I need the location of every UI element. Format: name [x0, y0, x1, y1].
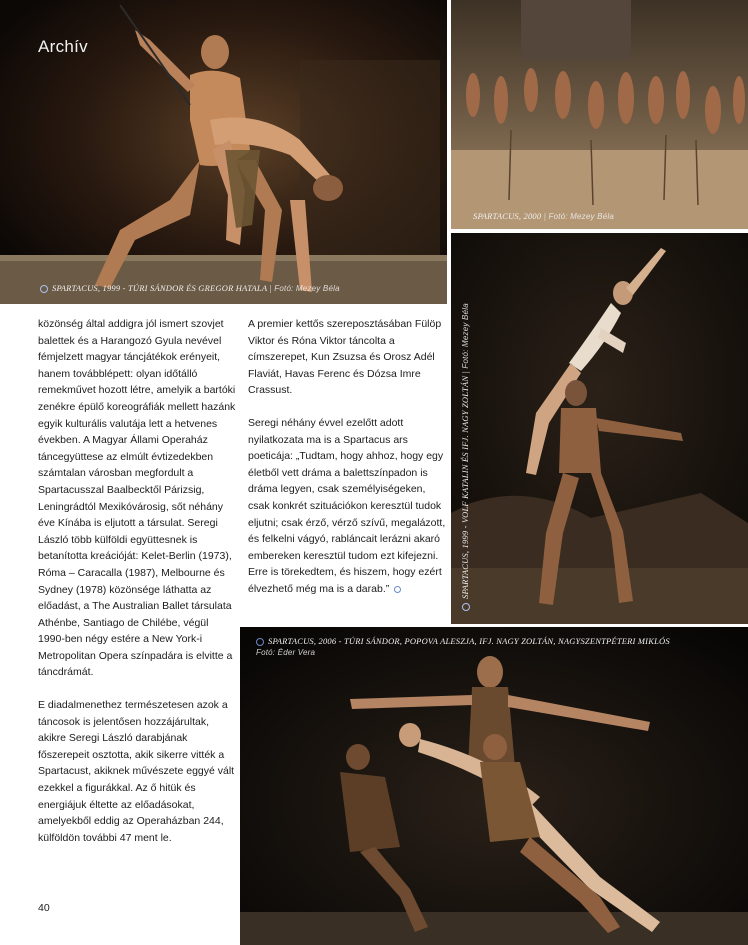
caption-bullet-icon [40, 285, 48, 293]
photo-2-image [451, 0, 748, 229]
photo-3-caption-title: SPARTACUS, 1999 - VOLF KATALIN ÉS IFJ. NAGY ZOLTÁN [460, 375, 470, 599]
caption-bullet-icon [256, 638, 264, 646]
photo-2-caption-credit: Fotó: Mezey Béla [548, 212, 614, 221]
photo-4-caption [256, 636, 726, 658]
caption-bullet-icon [462, 603, 470, 611]
section-label: Archív [38, 37, 88, 56]
photo-4-caption-credit: Fotó: Éder Vera [256, 648, 316, 657]
photo-2-caption: SPARTACUS, 2000 | Fotó: Mezey Béla [473, 211, 614, 221]
photo-3-image [451, 233, 748, 624]
article-col2-paragraph [248, 415, 448, 598]
article-col2-quote: Seregi néhány évvel ezelőtt adott nyilatkozata ma is a Spartacus ars poeticája: „Tudtam, hogy ahhoz, hogy egy életből vett dráma a balettszínpadon is dráma legyen, csak személyiségeken, csak konkrét szituációkon keresztül tudok eljutni; csak érző, vérző szívű, megalázott, és felkelni vágyó, rabláncait lerázni akaró embereken keresztül tudom ezt kifejezni. Erre is törekedtem, és hiszem, hogy ezért élvezhető még ma is a darab.” [248, 416, 446, 595]
article-col1-paragraph: E diadalmenethez természetesen azok a táncosok is jelentősen hozzájárultak, akikre Seregi László darabjának főszerepeit osztotta, akik sikerre vitték a Spartacust, akiknek művészete eggyé vált ezekkel a figurákkal. Az ő hitük és energiájuk éltette az előadásokat, amelyekből eddig az Operaházban 244, külföldön további 47 ment le. [38, 699, 235, 844]
photo-3-caption: SPARTACUS, 1999 - VOLF KATALIN ÉS IFJ. NAGY ZOLTÁN | Fotó: Mezey Béla [460, 303, 470, 611]
photo-1-caption-credit: Fotó: Mezey Béla [274, 284, 340, 293]
article-col2-paragraph: A premier kettős szereposztásában Fülöp Viktor és Róna Viktor táncolta a címszerepet, Kun Zsuzsa és Orosz Adél Flaviát, Havas Ferenc és Dózsa Imre Crassust. [248, 318, 442, 397]
article-col1-paragraph: közönség által addigra jól ismert szovjet balettek és a Harangozó Gyula nevével fémjelzett magyar táncjátékok erényeit, hanem továbblépett: olyan időtálló remekművet hozott létre, amelyik a bartóki zenékre épülő koreográfiák mellett hazánk egyik kulturális valutája lett a hetvenes években. A Magyar Állami Operaház táncegyüttese az elmúlt évtizedekben számtalan városban megfordult a Spartacusszal Baalbecktől Párizsig, Leningrádtól Mexikóvárosig, sőt néhány éve Kínába is eljutott a társulat. Seregi László több külföldi együttesnek is betanította kreációját: Kelet-Berlin (1973), Róma – Caracalla (1987), Melbourne és Sydney (1978) közönsége láthatta az előadást, a The Australian Ballet társulata Athénbe, Santiago de Chilébe, végül 1990-ben négy estére a New York-i Metropolitan Opera színpadára is elvitte a táncdrámát. [38, 318, 236, 679]
page-number: 40 [38, 902, 50, 914]
photo-4-caption-title: SPARTACUS, 2006 - TÚRI SÁNDOR, POPOVA ALESZJA, IFJ. NAGY ZOLTÁN, NAGYSZENTPÉTERI MIKLÓS [268, 636, 670, 646]
photo-3-caption-credit: Fotó: Mezey Béla [461, 303, 470, 369]
photo-4-image [240, 627, 748, 945]
photo-2-caption-title: SPARTACUS, 2000 [473, 211, 542, 221]
photo-1-caption-title: SPARTACUS, 1999 - TÚRI SÁNDOR ÉS GREGOR HATALA [52, 283, 268, 293]
article-column-2 [248, 316, 448, 614]
photo-1-caption: SPARTACUS, 1999 - TÚRI SÁNDOR ÉS GREGOR HATALA | Fotó: Mezey Béla [40, 283, 340, 293]
photo-spartacus-2006-quartet [240, 627, 748, 945]
photo-spartacus-2000-group [451, 0, 748, 229]
end-mark-icon [394, 586, 401, 593]
photo-spartacus-1999-lift [451, 233, 748, 624]
article-column-1 [38, 316, 236, 862]
